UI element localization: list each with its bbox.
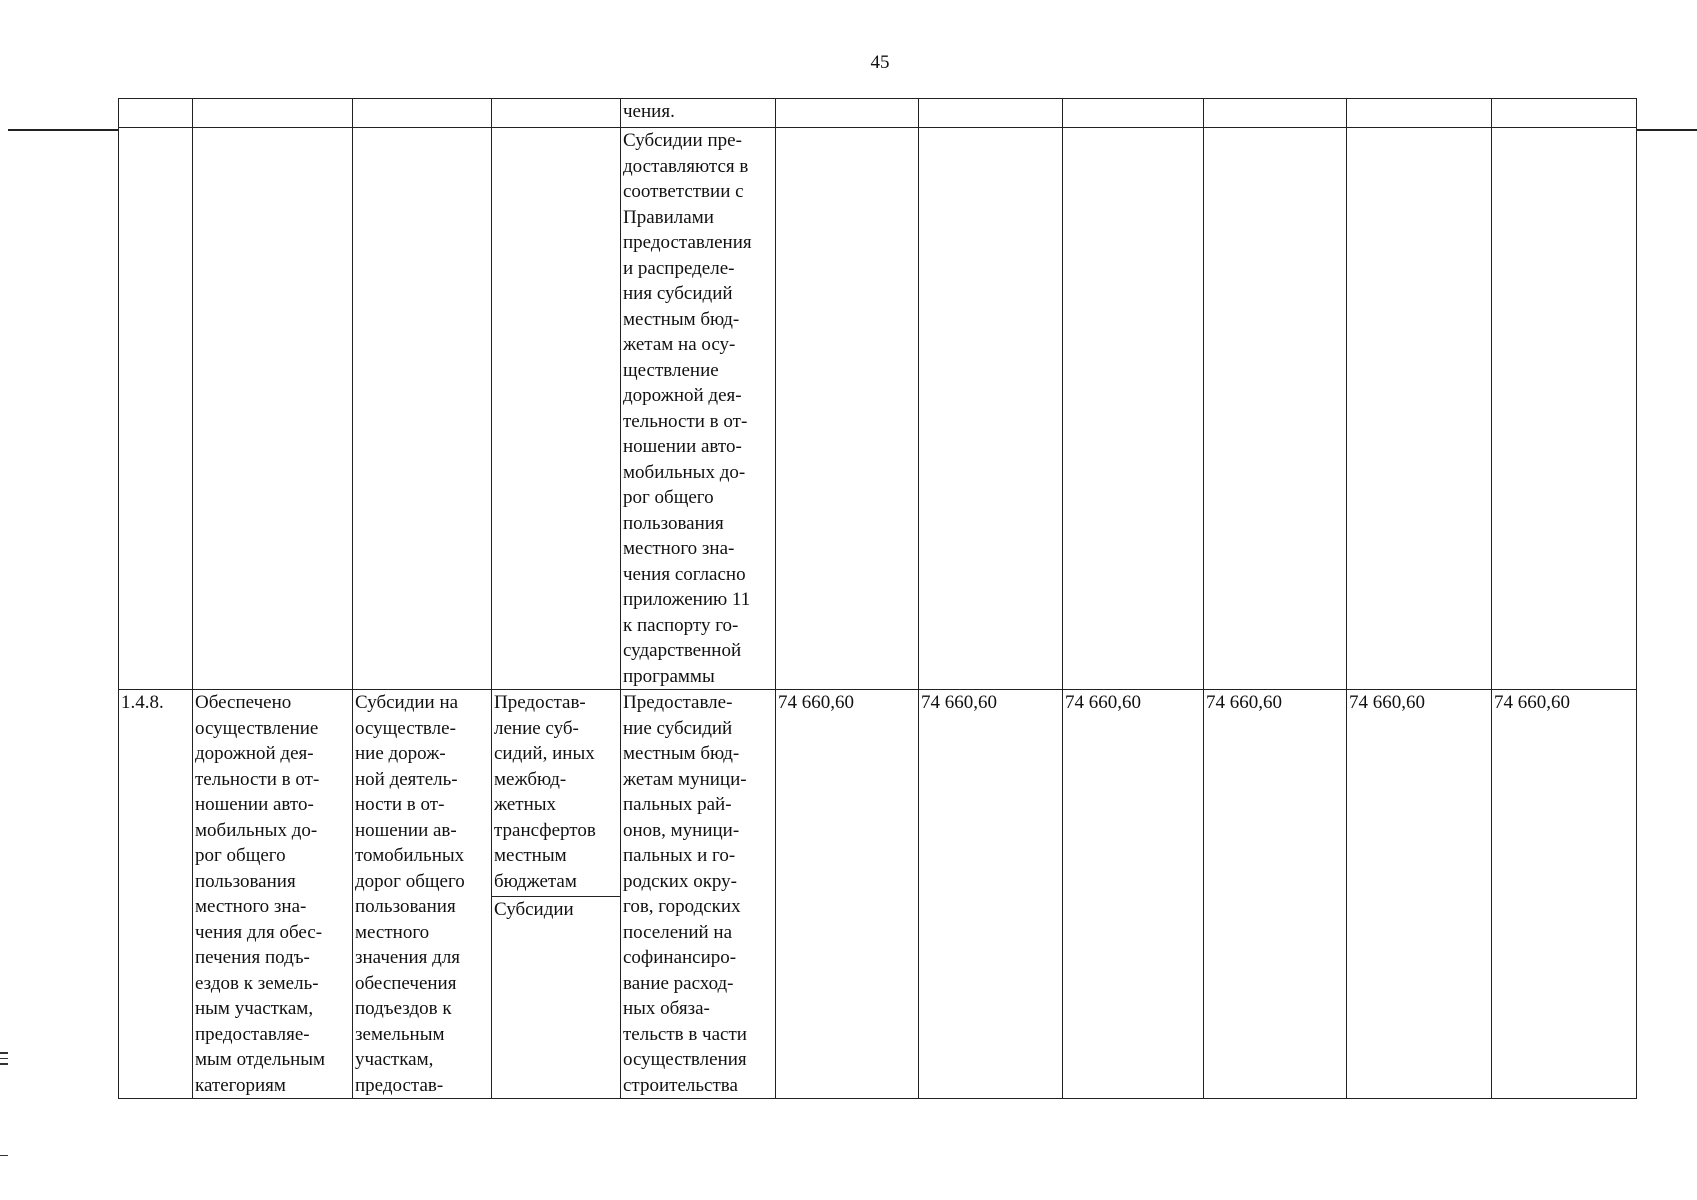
cell-line: к паспорту го- [623, 614, 739, 636]
cell-value [1492, 99, 1637, 128]
cell-value: 74 660,60 [919, 690, 1063, 1099]
cell-result [193, 99, 353, 128]
cell-line: программы [623, 665, 715, 687]
cell-line: межбюд- [494, 768, 567, 790]
cell-line: Предоставле- [623, 692, 733, 713]
cell-line: доставляются в [623, 155, 749, 177]
cell-line: мым отдельным [195, 1049, 326, 1070]
cell-line: ных обяза- [623, 998, 710, 1019]
measures-table [118, 98, 1637, 1099]
cell-line: Правилами [623, 206, 714, 228]
cell-line: тельности в от- [195, 768, 320, 790]
cell-line: земельным [355, 1023, 445, 1045]
table-row [119, 99, 1637, 128]
cell-line: пользования [355, 896, 456, 917]
cell-measure [353, 690, 492, 1099]
cell-line: предоставления [623, 232, 752, 253]
cell-line: трансфертов [494, 819, 596, 841]
cell-line: чения. [623, 101, 675, 122]
cell-line: участкам, [355, 1049, 434, 1070]
cell-line: ние дорож- [355, 743, 446, 764]
cell-value: 74 660,60 [776, 690, 919, 1099]
cell-line: осуществле- [355, 717, 456, 739]
cell-id [119, 128, 193, 690]
cell-line: тельств в части [623, 1023, 747, 1045]
cell-value: 74 660,60 [1492, 690, 1637, 1099]
cell-line: местным бюд- [623, 308, 740, 330]
cell-line: ществление [623, 359, 719, 381]
cell-line: чения согласно [623, 563, 746, 585]
cell-line: пальных и го- [623, 845, 736, 866]
margin-marks [0, 1052, 8, 1160]
cell-line: ности в от- [355, 794, 445, 815]
cell-line: ной деятель- [355, 768, 458, 790]
cell-description [621, 99, 776, 128]
cell-line: онов, муници- [623, 819, 740, 841]
cell-line: местного зна- [623, 538, 735, 559]
cell-line: значения для [355, 947, 461, 968]
cell-line: тельности в от- [623, 410, 748, 432]
cell-line: ние субсидий [623, 717, 733, 739]
cell-line: предостав- [355, 1074, 444, 1096]
cell-measure [353, 99, 492, 128]
table-row [119, 128, 1637, 690]
cell-line: жетам муници- [623, 768, 747, 790]
cell-value [1204, 128, 1347, 690]
cell-line: строительства [623, 1074, 738, 1096]
cell-type [492, 99, 621, 128]
cell-line: мобильных до- [623, 461, 746, 483]
cell-value [1492, 128, 1637, 690]
cell-line: чения для обес- [195, 921, 323, 943]
cell-line: дорожной дея- [195, 743, 314, 764]
cell-id [119, 99, 193, 128]
cell-value [919, 99, 1063, 128]
cell-line: обеспечения [355, 972, 457, 994]
cell-line: ния субсидий [623, 283, 733, 304]
cell-id: 1.4.8. [119, 690, 193, 1099]
cell-value [776, 99, 919, 128]
cell-line: соответствии с [623, 181, 744, 202]
cell-line: бюджетам [494, 870, 577, 892]
cell-line: категориям [195, 1074, 286, 1096]
cell-line: предоставляе- [195, 1023, 310, 1045]
cell-line: ным участкам, [195, 998, 314, 1019]
cell-line: вание расход- [623, 972, 734, 994]
cell-value [1063, 99, 1204, 128]
cell-value [1347, 128, 1492, 690]
cell-line: жетам на осу- [623, 334, 736, 355]
cell-line: ношении авто- [195, 794, 314, 815]
cell-line: Субсидии пре- [623, 130, 742, 151]
cell-line: и распределе- [623, 257, 735, 279]
cell-line: томобильных [355, 845, 465, 866]
cell-line: Субсидии [494, 899, 574, 920]
cell-value [1204, 99, 1347, 128]
cell-description [621, 690, 776, 1099]
cell-measure [353, 128, 492, 690]
cell-line: пользования [195, 870, 296, 892]
cell-result [193, 128, 353, 690]
cell-line: подъездов к [355, 998, 452, 1019]
table-row [119, 690, 1637, 1099]
cell-value [919, 128, 1063, 690]
cell-value: 74 660,60 [1204, 690, 1347, 1099]
cell-description [621, 128, 776, 690]
cell-type [492, 690, 621, 1099]
cell-line: дорог общего [355, 870, 465, 892]
cell-line: ношении ав- [355, 819, 457, 841]
cell-line: сидий, иных [494, 743, 595, 764]
cell-line: местного зна- [195, 896, 307, 917]
cell-line: Предостав- [494, 692, 586, 713]
cell-line: местного [355, 921, 430, 943]
header-rule-left [8, 129, 118, 131]
cell-line: осуществление [195, 717, 319, 739]
cell-line: местным [494, 845, 567, 866]
cell-line: Субсидии на [355, 692, 459, 713]
cell-line: софинансиро- [623, 947, 737, 968]
cell-line: пальных рай- [623, 794, 732, 815]
cell-line: осуществления [623, 1049, 747, 1070]
cell-line: Обеспечено [195, 692, 292, 713]
cell-line: родских окру- [623, 870, 738, 892]
cell-line: местным бюд- [623, 743, 740, 764]
cell-line: мобильных до- [195, 819, 318, 841]
cell-value: 74 660,60 [1063, 690, 1204, 1099]
cell-line: ношении авто- [623, 436, 742, 457]
cell-value: 74 660,60 [1347, 690, 1492, 1099]
cell-line: ездов к земель- [195, 972, 319, 994]
cell-line: поселений на [623, 921, 733, 943]
cell-value [1347, 99, 1492, 128]
cell-line: гов, городских [623, 896, 741, 917]
cell-line: дорожной дея- [623, 385, 742, 406]
header-rule-right [1636, 129, 1697, 131]
cell-line: рог общего [195, 845, 286, 866]
cell-line: пользования [623, 512, 724, 534]
cell-value [1063, 128, 1204, 690]
cell-line: приложению 11 [623, 589, 751, 610]
cell-value [776, 128, 919, 690]
cell-line: сударственной [623, 640, 742, 661]
cell-line: рог общего [623, 487, 714, 508]
cell-type [492, 128, 621, 690]
cell-line: ление суб- [494, 717, 579, 739]
cell-type-main [492, 690, 620, 897]
cell-type-sub [492, 897, 620, 923]
cell-line: жетных [494, 794, 557, 815]
page-number: 45 [870, 52, 890, 73]
cell-result [193, 690, 353, 1099]
cell-line: печения подъ- [195, 947, 310, 968]
